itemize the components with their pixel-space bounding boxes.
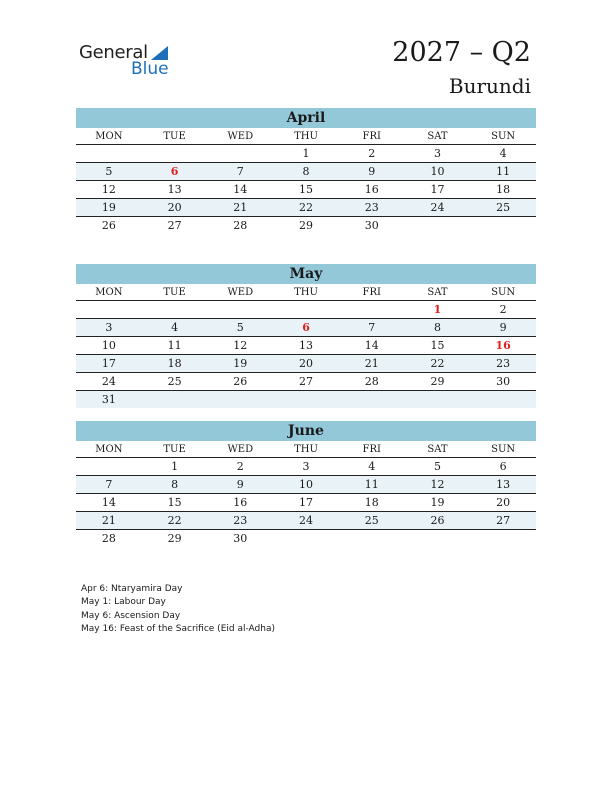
weekday-label: THU <box>294 287 318 298</box>
day-cell: 19 <box>430 496 445 509</box>
weekday-label: WED <box>227 131 254 142</box>
holiday-notes <box>81 583 275 637</box>
week-row <box>76 145 536 163</box>
month-header: May <box>76 264 536 284</box>
weekday-label: FRI <box>362 131 381 142</box>
day-cell <box>339 301 405 318</box>
day-cell: 21 <box>364 357 379 370</box>
day-cell <box>339 391 405 408</box>
day-cell: 13 <box>496 478 511 491</box>
logo-text-general: General <box>79 42 148 63</box>
day-cell: 23 <box>364 201 379 214</box>
day-cell: 11 <box>167 339 182 352</box>
day-cell: 18 <box>167 357 182 370</box>
day-cell: 1 <box>171 460 179 473</box>
day-cell: 7 <box>368 321 376 334</box>
day-cell <box>142 301 208 318</box>
day-cell: 24 <box>299 514 314 527</box>
day-cell: 10 <box>299 478 314 491</box>
day-cell <box>142 145 208 162</box>
week-row <box>76 494 536 512</box>
day-cell <box>470 530 536 547</box>
week-row <box>76 530 536 547</box>
day-cell: 13 <box>299 339 314 352</box>
week-row <box>76 319 536 337</box>
day-cell: 28 <box>364 375 379 388</box>
day-cell: 6 <box>499 460 507 473</box>
day-cell: 30 <box>233 532 248 545</box>
week-row <box>76 163 536 181</box>
day-cell: 5 <box>105 165 113 178</box>
day-cell: 9 <box>499 321 507 334</box>
weekday-label: WED <box>227 444 254 455</box>
day-cell: 13 <box>167 183 182 196</box>
week-row <box>76 337 536 355</box>
day-cell: 14 <box>364 339 379 352</box>
holiday-day-cell: 6 <box>170 165 179 178</box>
day-cell: 25 <box>167 375 182 388</box>
day-cell <box>339 530 405 547</box>
day-cell: 2 <box>236 460 244 473</box>
weekday-label: FRI <box>362 287 381 298</box>
weekday-label: WED <box>227 287 254 298</box>
day-cell: 18 <box>364 496 379 509</box>
month-calendar-june <box>76 421 536 547</box>
weekday-label: TUE <box>163 444 186 455</box>
day-cell: 17 <box>101 357 116 370</box>
day-cell: 18 <box>496 183 511 196</box>
month-header: June <box>76 421 536 441</box>
generalblue-logo <box>79 42 179 82</box>
holiday-note: Apr 6: Ntaryamira Day <box>81 584 183 594</box>
day-cell: 12 <box>430 478 445 491</box>
day-cell: 17 <box>299 496 314 509</box>
weekday-label: MON <box>95 444 123 455</box>
day-cell: 22 <box>430 357 445 370</box>
day-cell: 5 <box>433 460 441 473</box>
holiday-note: May 6: Ascension Day <box>81 610 181 621</box>
day-cell: 30 <box>364 219 379 232</box>
day-cell: 22 <box>299 201 314 214</box>
day-cell <box>142 391 208 408</box>
day-cell <box>76 145 142 162</box>
weekday-label: TUE <box>163 131 186 142</box>
day-cell: 21 <box>101 514 116 527</box>
day-cell: 21 <box>233 201 248 214</box>
day-cell: 29 <box>299 219 314 232</box>
day-cell: 7 <box>236 165 244 178</box>
weekday-label: THU <box>294 444 318 455</box>
day-cell: 27 <box>167 219 182 232</box>
day-cell <box>76 458 142 475</box>
day-cell: 25 <box>364 514 379 527</box>
day-cell: 26 <box>430 514 445 527</box>
day-cell: 7 <box>105 478 113 491</box>
weekday-label: MON <box>95 131 123 142</box>
weekday-label: FRI <box>362 444 381 455</box>
week-row <box>76 217 536 234</box>
day-cell: 4 <box>499 147 507 160</box>
day-cell: 9 <box>236 478 244 491</box>
day-cell: 17 <box>430 183 445 196</box>
day-cell <box>405 530 471 547</box>
day-cell: 31 <box>101 393 116 406</box>
weekday-header-row <box>76 128 536 145</box>
day-cell: 10 <box>430 165 445 178</box>
day-cell: 24 <box>101 375 116 388</box>
day-cell: 4 <box>368 460 376 473</box>
day-cell <box>273 301 339 318</box>
day-cell: 16 <box>233 496 248 509</box>
month-calendar-april <box>76 108 536 234</box>
day-cell: 14 <box>101 496 116 509</box>
week-row <box>76 355 536 373</box>
weekday-label: SUN <box>491 287 516 298</box>
day-cell <box>405 217 471 234</box>
day-cell: 20 <box>496 496 511 509</box>
day-cell: 8 <box>433 321 441 334</box>
day-cell: 1 <box>302 147 310 160</box>
day-cell: 29 <box>167 532 182 545</box>
holiday-note: May 16: Feast of the Sacrifice (Eid al-Adha) <box>81 624 275 635</box>
weekday-label: SAT <box>427 444 448 455</box>
day-cell: 28 <box>233 219 248 232</box>
weekday-label: SUN <box>491 131 516 142</box>
weekday-header-row <box>76 441 536 458</box>
day-cell: 11 <box>364 478 379 491</box>
day-cell: 20 <box>167 201 182 214</box>
day-cell: 3 <box>433 147 441 160</box>
weekday-label: THU <box>294 131 318 142</box>
week-row <box>76 373 536 391</box>
holiday-day-cell: 16 <box>495 339 511 352</box>
day-cell <box>76 301 142 318</box>
day-cell: 27 <box>299 375 314 388</box>
week-row <box>76 391 536 408</box>
weekday-label: SAT <box>427 131 448 142</box>
day-cell: 2 <box>368 147 376 160</box>
day-cell: 20 <box>299 357 314 370</box>
country-name: Burundi <box>448 74 531 98</box>
day-cell: 2 <box>499 303 507 316</box>
holiday-day-cell: 1 <box>433 303 442 316</box>
day-cell: 24 <box>430 201 445 214</box>
week-row <box>76 476 536 494</box>
day-cell <box>273 530 339 547</box>
weekday-header-row <box>76 284 536 301</box>
logo-triangle-icon <box>151 46 168 60</box>
weekday-label: MON <box>95 287 123 298</box>
day-cell: 28 <box>101 532 116 545</box>
day-cell: 26 <box>233 375 248 388</box>
weekday-label: SUN <box>491 444 516 455</box>
day-cell: 22 <box>167 514 182 527</box>
day-cell: 15 <box>167 496 182 509</box>
day-cell <box>470 217 536 234</box>
day-cell <box>470 391 536 408</box>
day-cell <box>207 301 273 318</box>
day-cell: 10 <box>101 339 116 352</box>
day-cell: 14 <box>233 183 248 196</box>
day-cell: 30 <box>496 375 511 388</box>
day-cell: 25 <box>496 201 511 214</box>
day-cell: 26 <box>101 219 116 232</box>
holiday-note: May 1: Labour Day <box>81 597 166 608</box>
day-cell: 3 <box>302 460 310 473</box>
day-cell: 15 <box>299 183 314 196</box>
day-cell: 11 <box>496 165 511 178</box>
logo-text-blue: Blue <box>131 59 169 79</box>
day-cell <box>207 391 273 408</box>
month-header: April <box>76 108 536 128</box>
week-row <box>76 458 536 476</box>
day-cell: 27 <box>496 514 511 527</box>
day-cell: 5 <box>236 321 244 334</box>
day-cell: 15 <box>430 339 445 352</box>
day-cell: 12 <box>233 339 248 352</box>
day-cell <box>207 145 273 162</box>
day-cell: 19 <box>233 357 248 370</box>
week-row <box>76 512 536 530</box>
day-cell: 8 <box>302 165 310 178</box>
month-calendar-may <box>76 264 536 408</box>
day-cell <box>273 391 339 408</box>
day-cell: 3 <box>105 321 113 334</box>
day-cell: 12 <box>101 183 116 196</box>
day-cell: 23 <box>233 514 248 527</box>
day-cell <box>405 391 471 408</box>
week-row <box>76 181 536 199</box>
weekday-label: TUE <box>163 287 186 298</box>
day-cell: 16 <box>364 183 379 196</box>
day-cell: 9 <box>368 165 376 178</box>
week-row <box>76 199 536 217</box>
week-row <box>76 301 536 319</box>
page-title: 2027 – Q2 <box>392 37 531 68</box>
holiday-day-cell: 6 <box>302 321 310 334</box>
day-cell: 19 <box>101 201 116 214</box>
day-cell: 4 <box>171 321 179 334</box>
weekday-label: SAT <box>427 287 448 298</box>
day-cell: 23 <box>496 357 511 370</box>
day-cell: 8 <box>171 478 179 491</box>
day-cell: 29 <box>430 375 445 388</box>
